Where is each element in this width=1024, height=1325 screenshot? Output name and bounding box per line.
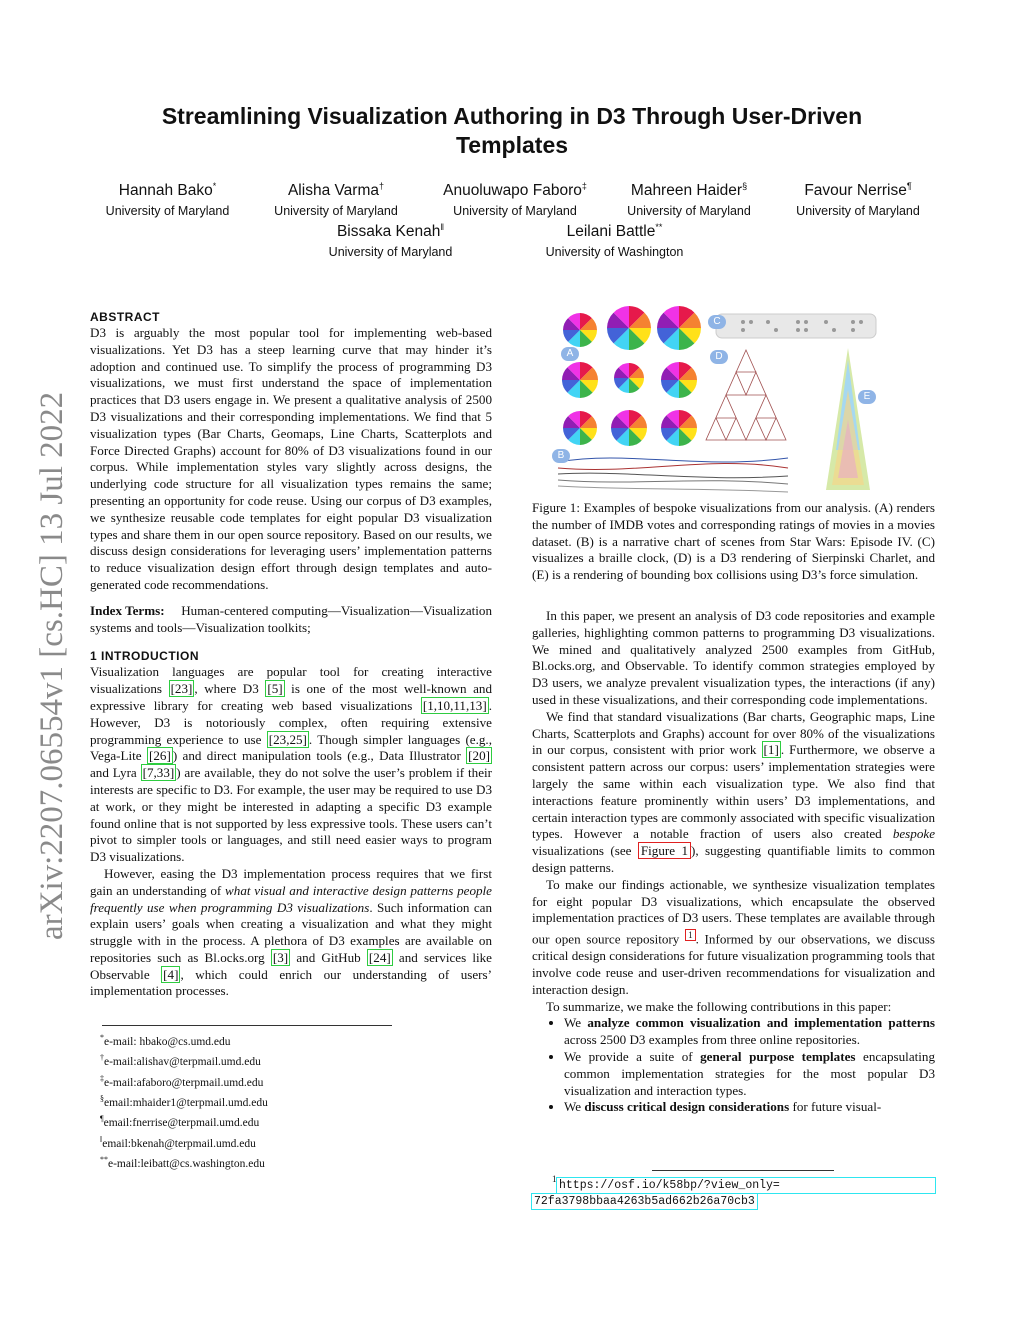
footnote-mark: 1 (552, 1174, 557, 1184)
footnote (100, 1030, 400, 1050)
citation-link[interactable]: [3] (272, 949, 289, 965)
author-block (430, 176, 600, 219)
text-run: ) and direct manipulation tools (e.g., Data Illustrator (172, 748, 467, 764)
footnote-mark: ‖ (100, 1134, 103, 1144)
text-run: . Informed by our observations, we discuss critical design considerations for future visualization programming tools that involve code reuse and user-driven recommendations for visualization and interaction design. (532, 931, 935, 997)
footnote (100, 1050, 400, 1070)
text-run: We (564, 1099, 585, 1115)
right-paragraph-4: To summarize, we make the following contributions in this paper: (546, 998, 892, 1014)
footnote-text: e-mail:alishav@terpmail.umd.edu (104, 1056, 261, 1069)
flower-glyphs (562, 306, 701, 446)
text-run: , where D3 (194, 681, 266, 697)
text-run: visualizations (see (532, 843, 638, 859)
footnote-text: e-mail: hbako@cs.umd.edu (104, 1035, 231, 1048)
author-mark: ‖ (440, 222, 445, 232)
author-name: Favour Nerrise (804, 182, 907, 200)
footnote-rule (102, 1025, 392, 1026)
citation-link[interactable]: [23] (170, 681, 193, 697)
footnote (100, 1132, 400, 1152)
figure-marker-a: A (561, 347, 579, 361)
text-run: We provide a suite of (564, 1049, 701, 1065)
citation-link[interactable]: [5] (267, 681, 283, 697)
title-line-1: Streamlining Visualization Authoring in D3 Through User-Driven (161, 103, 863, 129)
list-item (564, 1099, 935, 1116)
footnote-text: email:bkenah@terpmail.umd.edu (102, 1137, 256, 1150)
footnote (100, 1071, 400, 1091)
list-item (564, 1049, 935, 1099)
text-run: and services like Observable (90, 949, 492, 982)
footnote-text: e-mail:afaboro@terpmail.umd.edu (104, 1076, 264, 1089)
citation-link[interactable]: [23,25] (268, 731, 307, 747)
force-collision-tree (826, 348, 870, 490)
author-affiliation: University of Maryland (627, 204, 751, 219)
text-run: across 2500 D3 examples from three online repositories. (564, 1032, 860, 1048)
author-mark: * (212, 181, 217, 191)
footnote-mark: * (100, 1033, 104, 1042)
citation-link[interactable]: [7,33] (142, 765, 175, 781)
intro-paragraph-2 (90, 866, 492, 1000)
citation-link[interactable]: [4] (163, 966, 179, 982)
text-run: and GitHub (290, 949, 367, 965)
index-terms-text: Human-centered computing—Visualization—Visualization systems and tools—Visualization toolkits; (90, 602, 492, 635)
paper-title (100, 102, 924, 160)
intro-paragraph-1 (90, 664, 492, 866)
left-column (90, 309, 492, 1000)
footnote-link[interactable]: 1 (685, 929, 696, 941)
abstract-text: D3 is arguably the most popular tool for implementing web-based visualizations. Yet D3 has a steep learning curve that may hinder it’s adoption and continued use. To simplify the process of programming D3 visualizations, we must first understand the space of implementation practices that D3 users engage in. We present a qualitative analysis of 2500 D3 visualizations and their corresponding implementations. We find that 5 visualization types (Bar Charts, Geomaps, Line Charts, Scatterplots and Force Directed Graphs) account for 80% of D3 visualizations found in our corpus. While implementation styles vary slightly across designs, the underlying code structure for all visualization types remains the same; presenting an opportunity for code reuse. Using our corpus of D3 examples, we synthesize reusable code templates for eight popular D3 visualization types and share them in our open source repository. Based on our results, we discuss design considerations for leveraging users’ implementation patterns to reduce visualization design effort through design templates and auto-generated code recommendations. (90, 325, 492, 592)
emphasis-text: bespoke (892, 826, 935, 842)
text-run: ), suggesting quantifiable limits to common design patterns. (532, 843, 935, 875)
title-line-2: Templates (455, 132, 569, 158)
text-run: However, easing the D3 implementation process requires that we first gain an understanding of (90, 865, 492, 898)
author-block (262, 176, 410, 219)
emphasis-text: what visual and interactive design patterns people frequently use when programming D3 visualizations (90, 882, 492, 915)
author-name: Hannah Bako (118, 182, 213, 200)
arxiv-stamp: arXiv:2207.06554v1 [cs.HC] 13 Jul 2022 (34, 391, 70, 940)
text-run: . However, D3 is notoriously complex, often requiring extensive programming experience to use (90, 697, 492, 747)
citation-link[interactable]: [1] (763, 742, 779, 758)
author-mark: ** (655, 222, 663, 232)
text-run: . Though simpler languages (e.g., Vega-Lite (90, 731, 492, 764)
author-name: Bissaka Kenah (336, 223, 441, 241)
contributions-list (532, 1015, 935, 1116)
text-run: To make our findings actionable, we synthesize visualization templates for eight popular D3 visualizations, which encapsulate the observed implementation practices of D3 users. These templates are available through our open source repository (532, 876, 935, 947)
text-run: ) are available, they do not solve the user’s problem if their interests are specific to D3. For example, the user may be required to use D3 at work, or they might be interested in adapting a specific D3 example found online that is not supported by less expressive tools. These users can’t pivot to simpler tools or languages, and still need easier ways to program D3 visualizations. (90, 765, 493, 865)
bold-text: discuss critical design considerations (584, 1099, 790, 1115)
citation-link[interactable]: [20] (468, 748, 490, 764)
list-item (564, 1015, 935, 1049)
right-paragraph-3 (532, 877, 935, 999)
right-paragraph-1: In this paper, we present an analysis of D3 code repositories and example galleries, highlighting common patterns to programming D3 visualizations. We mined and qualitatively analyzed 2500 examples from GitHub, Bl.ocks.org, and Observable. To identify common strategies employed by D3 users, we analyze prevalent visualization types, the interactions (if any) used in these visualizations, and their corresponding code implementations. (532, 607, 935, 707)
author-name: Alisha Varma (287, 182, 379, 200)
author-mark: ¶ (906, 181, 912, 191)
index-terms (90, 603, 492, 637)
citation-link[interactable]: [1,10,11,13] (422, 697, 487, 713)
abstract-heading: ABSTRACT (90, 310, 160, 324)
author-block (95, 176, 240, 219)
text-run: encapsulating common implementation strategies for the most popular D3 visualization and interaction types. (564, 1049, 935, 1098)
figure-marker-c: C (708, 315, 726, 329)
text-run: We find that standard visualizations (Bar charts, Geographic maps, Line Charts, Scatterplots and Graphs) account for over 80% of the visualizations in our corpus, consistent with prior work (532, 708, 935, 758)
author-block (784, 176, 932, 219)
text-run: . Such information can explain users’ goals when creating a visualization and what they might struggle with in the process. A plethora of D3 examples are available on repositories such as Bl.ocks.org (90, 899, 492, 965)
text-run: , which could enrich our understanding of users’ implementation processes. (90, 966, 492, 999)
bold-text: analyze common visualization and implementation patterns (587, 1015, 935, 1031)
footnote (100, 1091, 400, 1111)
figure-1-caption: Figure 1: Examples of bespoke visualizations from our analysis. (A) renders the number of IMDB votes and corresponding ratings of movies in a movies dataset. (B) is a narrative chart of scenes from Star Wars: Episode IV. (C) visualizes a braille clock, (D) is a D3 rendering of Sierpinski Charlet, and (E) is a rendering of bounding box collisions using D3’s force simulation. (532, 500, 935, 583)
figure-marker-d: D (710, 350, 728, 364)
right-column (532, 500, 935, 1116)
author-name: Anuoluwapo Faboro (443, 182, 582, 200)
author-affiliation: University of Maryland (105, 204, 230, 219)
citation-link[interactable]: [26] (148, 748, 171, 764)
author-name: Mahreen Haider (630, 182, 743, 200)
figure-marker-e: E (858, 390, 876, 404)
figure-1-link[interactable]: Figure 1 (638, 842, 691, 859)
author-mark: ‡ (581, 181, 587, 191)
text-run: We (564, 1015, 588, 1031)
text-run: and Lyra (90, 765, 141, 781)
author-affiliation: University of Maryland (274, 204, 398, 219)
section-heading-introduction: 1 INTRODUCTION (90, 649, 199, 664)
footnote-mark: ** (100, 1154, 108, 1164)
footnote-url-line-2[interactable]: 72fa3798bbaa4263b5ad662b26a70cb3 (531, 1193, 758, 1210)
footnote-rule (652, 1170, 834, 1171)
footnote-url-line-1[interactable]: https://osf.io/k58bp/?view_only= (556, 1177, 936, 1194)
text-run: . Furthermore, we observe a consistent pattern across our corpus: users’ implementation strategies were largely the same within each visualization type. We also find that interactions feature prominently within users’ D3 implementations, and certain interaction types are commonly associated with specific visualization types. However a notable fraction of users also created (532, 742, 936, 842)
footnote-text: email:mhaider1@terpmail.umd.edu (104, 1096, 268, 1109)
right-paragraph-2 (532, 709, 935, 877)
figure-1-image (548, 300, 936, 498)
footnote-text: e-mail:leibatt@cs.washington.edu (108, 1157, 265, 1170)
footnote (100, 1152, 400, 1172)
footnote-text: email:fnerrise@terpmail.umd.edu (103, 1117, 260, 1130)
author-mark: § (742, 181, 748, 191)
author-footnotes (100, 1030, 400, 1172)
bold-text: general purpose templates (700, 1049, 856, 1065)
footnote-mark: ‡ (100, 1073, 104, 1083)
author-mark: † (379, 181, 385, 191)
author-block (532, 217, 697, 260)
footnote-mark: ¶ (100, 1114, 104, 1124)
author-block (318, 217, 463, 260)
author-affiliation: University of Washington (545, 245, 684, 260)
text-run: Visualization languages are popular tool for creating interactive visualizations (90, 664, 492, 697)
author-affiliation: University of Maryland (328, 245, 453, 260)
index-terms-label: Index Terms: (90, 602, 165, 618)
footnote-mark: § (100, 1093, 104, 1103)
author-block (614, 176, 764, 219)
footnote (100, 1111, 400, 1131)
narrative-chart (558, 458, 788, 492)
author-name: Leilani Battle (566, 223, 656, 241)
figure-marker-b: B (552, 449, 570, 463)
author-affiliation: University of Maryland (453, 204, 577, 219)
braille-clock (716, 314, 876, 338)
text-run: for future visual- (789, 1099, 882, 1115)
footnote-mark: † (100, 1053, 104, 1063)
author-affiliation: University of Maryland (796, 204, 920, 219)
text-run: is one of the most well-known and expressive library for creating web based visualizations (90, 681, 492, 713)
figure-1-illustration (548, 300, 936, 498)
citation-link[interactable]: [24] (368, 949, 391, 965)
